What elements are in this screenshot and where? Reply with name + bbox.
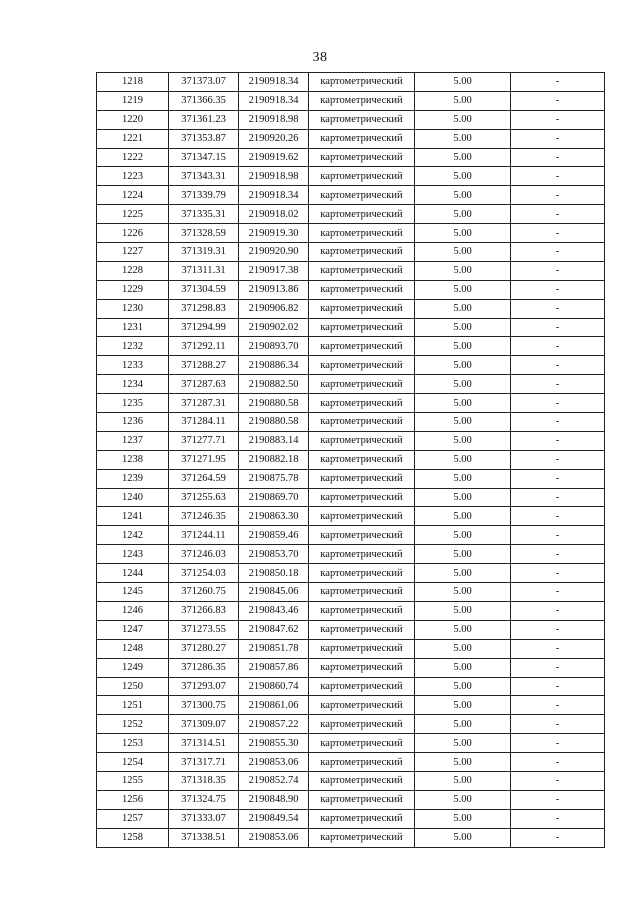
accuracy-cell: 5.00 [415, 205, 511, 224]
x-coordinate-cell: 371318.35 [169, 771, 239, 790]
point-number-cell: 1236 [97, 413, 169, 432]
y-coordinate-cell: 2190917.38 [239, 261, 309, 280]
accuracy-cell: 5.00 [415, 450, 511, 469]
x-coordinate-cell: 371277.71 [169, 431, 239, 450]
x-coordinate-cell: 371317.71 [169, 753, 239, 772]
table-row [97, 261, 605, 280]
x-coordinate-cell: 371254.03 [169, 564, 239, 583]
method-cell: картометрический [309, 205, 415, 224]
table-row [97, 167, 605, 186]
point-number-cell: 1256 [97, 790, 169, 809]
note-cell: - [511, 205, 605, 224]
accuracy-cell: 5.00 [415, 753, 511, 772]
accuracy-cell: 5.00 [415, 715, 511, 734]
y-coordinate-cell: 2190882.18 [239, 450, 309, 469]
table-row [97, 771, 605, 790]
method-cell: картометрический [309, 243, 415, 262]
accuracy-cell: 5.00 [415, 507, 511, 526]
table-row [97, 318, 605, 337]
note-cell: - [511, 91, 605, 110]
x-coordinate-cell: 371287.31 [169, 394, 239, 413]
note-cell: - [511, 450, 605, 469]
method-cell: картометрический [309, 696, 415, 715]
accuracy-cell: 5.00 [415, 658, 511, 677]
method-cell: картометрический [309, 677, 415, 696]
x-coordinate-cell: 371366.35 [169, 91, 239, 110]
table-row [97, 337, 605, 356]
x-coordinate-cell: 371311.31 [169, 261, 239, 280]
point-number-cell: 1247 [97, 620, 169, 639]
y-coordinate-cell: 2190861.06 [239, 696, 309, 715]
table-row [97, 715, 605, 734]
method-cell: картометрический [309, 299, 415, 318]
x-coordinate-cell: 371300.75 [169, 696, 239, 715]
accuracy-cell: 5.00 [415, 413, 511, 432]
method-cell: картометрический [309, 753, 415, 772]
x-coordinate-cell: 371328.59 [169, 224, 239, 243]
y-coordinate-cell: 2190919.62 [239, 148, 309, 167]
table-row [97, 734, 605, 753]
accuracy-cell: 5.00 [415, 469, 511, 488]
point-number-cell: 1258 [97, 828, 169, 847]
note-cell: - [511, 110, 605, 129]
accuracy-cell: 5.00 [415, 224, 511, 243]
accuracy-cell: 5.00 [415, 696, 511, 715]
note-cell: - [511, 243, 605, 262]
y-coordinate-cell: 2190875.78 [239, 469, 309, 488]
accuracy-cell: 5.00 [415, 526, 511, 545]
x-coordinate-cell: 371273.55 [169, 620, 239, 639]
note-cell: - [511, 658, 605, 677]
y-coordinate-cell: 2190847.62 [239, 620, 309, 639]
accuracy-cell: 5.00 [415, 809, 511, 828]
point-number-cell: 1238 [97, 450, 169, 469]
method-cell: картометрический [309, 469, 415, 488]
point-number-cell: 1248 [97, 639, 169, 658]
accuracy-cell: 5.00 [415, 771, 511, 790]
table-row [97, 413, 605, 432]
accuracy-cell: 5.00 [415, 431, 511, 450]
point-number-cell: 1231 [97, 318, 169, 337]
table-row [97, 394, 605, 413]
x-coordinate-cell: 371324.75 [169, 790, 239, 809]
x-coordinate-cell: 371314.51 [169, 734, 239, 753]
point-number-cell: 1251 [97, 696, 169, 715]
method-cell: картометрический [309, 450, 415, 469]
method-cell: картометрический [309, 91, 415, 110]
point-number-cell: 1218 [97, 73, 169, 92]
table-row [97, 431, 605, 450]
point-number-cell: 1221 [97, 129, 169, 148]
method-cell: картометрический [309, 167, 415, 186]
table-row [97, 809, 605, 828]
point-number-cell: 1234 [97, 375, 169, 394]
table-row [97, 658, 605, 677]
method-cell: картометрический [309, 73, 415, 92]
y-coordinate-cell: 2190860.74 [239, 677, 309, 696]
x-coordinate-cell: 371244.11 [169, 526, 239, 545]
accuracy-cell: 5.00 [415, 394, 511, 413]
point-number-cell: 1255 [97, 771, 169, 790]
method-cell: картометрический [309, 224, 415, 243]
point-number-cell: 1242 [97, 526, 169, 545]
method-cell: картометрический [309, 564, 415, 583]
point-number-cell: 1219 [97, 91, 169, 110]
table-row [97, 469, 605, 488]
coordinates-table-body [97, 73, 605, 848]
accuracy-cell: 5.00 [415, 545, 511, 564]
y-coordinate-cell: 2190918.34 [239, 91, 309, 110]
point-number-cell: 1227 [97, 243, 169, 262]
x-coordinate-cell: 371292.11 [169, 337, 239, 356]
accuracy-cell: 5.00 [415, 280, 511, 299]
note-cell: - [511, 413, 605, 432]
table-row [97, 148, 605, 167]
table-row [97, 205, 605, 224]
x-coordinate-cell: 371361.23 [169, 110, 239, 129]
x-coordinate-cell: 371335.31 [169, 205, 239, 224]
x-coordinate-cell: 371339.79 [169, 186, 239, 205]
method-cell: картометрический [309, 809, 415, 828]
table-row [97, 73, 605, 92]
table-row [97, 186, 605, 205]
x-coordinate-cell: 371260.75 [169, 583, 239, 602]
note-cell: - [511, 394, 605, 413]
point-number-cell: 1229 [97, 280, 169, 299]
method-cell: картометрический [309, 545, 415, 564]
y-coordinate-cell: 2190851.78 [239, 639, 309, 658]
x-coordinate-cell: 371373.07 [169, 73, 239, 92]
y-coordinate-cell: 2190855.30 [239, 734, 309, 753]
x-coordinate-cell: 371271.95 [169, 450, 239, 469]
point-number-cell: 1241 [97, 507, 169, 526]
note-cell: - [511, 167, 605, 186]
table-row [97, 790, 605, 809]
y-coordinate-cell: 2190843.46 [239, 601, 309, 620]
y-coordinate-cell: 2190857.22 [239, 715, 309, 734]
table-row [97, 243, 605, 262]
point-number-cell: 1249 [97, 658, 169, 677]
y-coordinate-cell: 2190913.86 [239, 280, 309, 299]
accuracy-cell: 5.00 [415, 583, 511, 602]
method-cell: картометрический [309, 526, 415, 545]
point-number-cell: 1220 [97, 110, 169, 129]
x-coordinate-cell: 371343.31 [169, 167, 239, 186]
note-cell: - [511, 224, 605, 243]
x-coordinate-cell: 371347.15 [169, 148, 239, 167]
table-row [97, 507, 605, 526]
point-number-cell: 1240 [97, 488, 169, 507]
y-coordinate-cell: 2190869.70 [239, 488, 309, 507]
table-row [97, 639, 605, 658]
x-coordinate-cell: 371293.07 [169, 677, 239, 696]
method-cell: картометрический [309, 828, 415, 847]
x-coordinate-cell: 371264.59 [169, 469, 239, 488]
table-row [97, 224, 605, 243]
point-number-cell: 1225 [97, 205, 169, 224]
accuracy-cell: 5.00 [415, 186, 511, 205]
table-row [97, 564, 605, 583]
note-cell: - [511, 488, 605, 507]
point-number-cell: 1252 [97, 715, 169, 734]
accuracy-cell: 5.00 [415, 243, 511, 262]
point-number-cell: 1246 [97, 601, 169, 620]
method-cell: картометрический [309, 734, 415, 753]
table-row [97, 545, 605, 564]
table-row [97, 828, 605, 847]
table-row [97, 601, 605, 620]
accuracy-cell: 5.00 [415, 488, 511, 507]
x-coordinate-cell: 371284.11 [169, 413, 239, 432]
accuracy-cell: 5.00 [415, 790, 511, 809]
method-cell: картометрический [309, 148, 415, 167]
point-number-cell: 1228 [97, 261, 169, 280]
x-coordinate-cell: 371319.31 [169, 243, 239, 262]
method-cell: картометрический [309, 186, 415, 205]
accuracy-cell: 5.00 [415, 564, 511, 583]
y-coordinate-cell: 2190859.46 [239, 526, 309, 545]
table-row [97, 753, 605, 772]
y-coordinate-cell: 2190919.30 [239, 224, 309, 243]
method-cell: картометрический [309, 110, 415, 129]
note-cell: - [511, 583, 605, 602]
table-row [97, 110, 605, 129]
table-row [97, 129, 605, 148]
accuracy-cell: 5.00 [415, 299, 511, 318]
y-coordinate-cell: 2190918.02 [239, 205, 309, 224]
point-number-cell: 1244 [97, 564, 169, 583]
table-row [97, 488, 605, 507]
note-cell: - [511, 261, 605, 280]
y-coordinate-cell: 2190853.70 [239, 545, 309, 564]
note-cell: - [511, 299, 605, 318]
method-cell: картометрический [309, 507, 415, 526]
note-cell: - [511, 526, 605, 545]
method-cell: картометрический [309, 583, 415, 602]
table-row [97, 696, 605, 715]
x-coordinate-cell: 371287.63 [169, 375, 239, 394]
note-cell: - [511, 734, 605, 753]
point-number-cell: 1222 [97, 148, 169, 167]
note-cell: - [511, 186, 605, 205]
method-cell: картометрический [309, 715, 415, 734]
y-coordinate-cell: 2190848.90 [239, 790, 309, 809]
coordinates-table [96, 72, 605, 848]
accuracy-cell: 5.00 [415, 148, 511, 167]
accuracy-cell: 5.00 [415, 337, 511, 356]
note-cell: - [511, 318, 605, 337]
note-cell: - [511, 431, 605, 450]
y-coordinate-cell: 2190918.34 [239, 186, 309, 205]
method-cell: картометрический [309, 431, 415, 450]
y-coordinate-cell: 2190857.86 [239, 658, 309, 677]
table-row [97, 280, 605, 299]
point-number-cell: 1239 [97, 469, 169, 488]
table-row [97, 299, 605, 318]
note-cell: - [511, 696, 605, 715]
accuracy-cell: 5.00 [415, 73, 511, 92]
point-number-cell: 1254 [97, 753, 169, 772]
note-cell: - [511, 601, 605, 620]
x-coordinate-cell: 371288.27 [169, 356, 239, 375]
table-row [97, 356, 605, 375]
method-cell: картометрический [309, 601, 415, 620]
point-number-cell: 1224 [97, 186, 169, 205]
method-cell: картометрический [309, 488, 415, 507]
note-cell: - [511, 809, 605, 828]
x-coordinate-cell: 371309.07 [169, 715, 239, 734]
accuracy-cell: 5.00 [415, 375, 511, 394]
note-cell: - [511, 375, 605, 394]
y-coordinate-cell: 2190880.58 [239, 394, 309, 413]
accuracy-cell: 5.00 [415, 261, 511, 280]
table-row [97, 91, 605, 110]
y-coordinate-cell: 2190880.58 [239, 413, 309, 432]
point-number-cell: 1232 [97, 337, 169, 356]
accuracy-cell: 5.00 [415, 677, 511, 696]
note-cell: - [511, 677, 605, 696]
page-number: 38 [312, 50, 328, 65]
point-number-cell: 1233 [97, 356, 169, 375]
note-cell: - [511, 148, 605, 167]
y-coordinate-cell: 2190853.06 [239, 753, 309, 772]
table-row [97, 526, 605, 545]
y-coordinate-cell: 2190918.98 [239, 110, 309, 129]
y-coordinate-cell: 2190882.50 [239, 375, 309, 394]
accuracy-cell: 5.00 [415, 110, 511, 129]
method-cell: картометрический [309, 318, 415, 337]
point-number-cell: 1226 [97, 224, 169, 243]
note-cell: - [511, 753, 605, 772]
note-cell: - [511, 790, 605, 809]
method-cell: картометрический [309, 337, 415, 356]
y-coordinate-cell: 2190920.90 [239, 243, 309, 262]
method-cell: картометрический [309, 280, 415, 299]
y-coordinate-cell: 2190845.06 [239, 583, 309, 602]
x-coordinate-cell: 371298.83 [169, 299, 239, 318]
note-cell: - [511, 715, 605, 734]
y-coordinate-cell: 2190850.18 [239, 564, 309, 583]
method-cell: картометрический [309, 394, 415, 413]
accuracy-cell: 5.00 [415, 734, 511, 753]
point-number-cell: 1245 [97, 583, 169, 602]
method-cell: картометрический [309, 356, 415, 375]
y-coordinate-cell: 2190893.70 [239, 337, 309, 356]
accuracy-cell: 5.00 [415, 828, 511, 847]
accuracy-cell: 5.00 [415, 91, 511, 110]
accuracy-cell: 5.00 [415, 601, 511, 620]
x-coordinate-cell: 371255.63 [169, 488, 239, 507]
x-coordinate-cell: 371338.51 [169, 828, 239, 847]
y-coordinate-cell: 2190883.14 [239, 431, 309, 450]
x-coordinate-cell: 371246.03 [169, 545, 239, 564]
method-cell: картометрический [309, 375, 415, 394]
note-cell: - [511, 507, 605, 526]
y-coordinate-cell: 2190906.82 [239, 299, 309, 318]
note-cell: - [511, 469, 605, 488]
accuracy-cell: 5.00 [415, 356, 511, 375]
table-row [97, 620, 605, 639]
method-cell: картометрический [309, 771, 415, 790]
method-cell: картометрический [309, 261, 415, 280]
x-coordinate-cell: 371304.59 [169, 280, 239, 299]
y-coordinate-cell: 2190852.74 [239, 771, 309, 790]
point-number-cell: 1230 [97, 299, 169, 318]
note-cell: - [511, 73, 605, 92]
note-cell: - [511, 620, 605, 639]
note-cell: - [511, 337, 605, 356]
method-cell: картометрический [309, 413, 415, 432]
y-coordinate-cell: 2190920.26 [239, 129, 309, 148]
y-coordinate-cell: 2190863.30 [239, 507, 309, 526]
table-row [97, 677, 605, 696]
method-cell: картометрический [309, 658, 415, 677]
method-cell: картометрический [309, 129, 415, 148]
accuracy-cell: 5.00 [415, 167, 511, 186]
note-cell: - [511, 280, 605, 299]
x-coordinate-cell: 371266.83 [169, 601, 239, 620]
x-coordinate-cell: 371280.27 [169, 639, 239, 658]
y-coordinate-cell: 2190902.02 [239, 318, 309, 337]
note-cell: - [511, 771, 605, 790]
y-coordinate-cell: 2190849.54 [239, 809, 309, 828]
method-cell: картометрический [309, 790, 415, 809]
table-row [97, 583, 605, 602]
method-cell: картометрический [309, 639, 415, 658]
table-row [97, 375, 605, 394]
point-number-cell: 1257 [97, 809, 169, 828]
y-coordinate-cell: 2190918.34 [239, 73, 309, 92]
note-cell: - [511, 129, 605, 148]
x-coordinate-cell: 371246.35 [169, 507, 239, 526]
point-number-cell: 1235 [97, 394, 169, 413]
note-cell: - [511, 545, 605, 564]
accuracy-cell: 5.00 [415, 129, 511, 148]
accuracy-cell: 5.00 [415, 318, 511, 337]
point-number-cell: 1250 [97, 677, 169, 696]
point-number-cell: 1243 [97, 545, 169, 564]
note-cell: - [511, 356, 605, 375]
table-row [97, 450, 605, 469]
point-number-cell: 1253 [97, 734, 169, 753]
x-coordinate-cell: 371333.07 [169, 809, 239, 828]
x-coordinate-cell: 371353.87 [169, 129, 239, 148]
note-cell: - [511, 828, 605, 847]
point-number-cell: 1223 [97, 167, 169, 186]
y-coordinate-cell: 2190918.98 [239, 167, 309, 186]
y-coordinate-cell: 2190853.06 [239, 828, 309, 847]
x-coordinate-cell: 371294.99 [169, 318, 239, 337]
accuracy-cell: 5.00 [415, 620, 511, 639]
method-cell: картометрический [309, 620, 415, 639]
x-coordinate-cell: 371286.35 [169, 658, 239, 677]
note-cell: - [511, 564, 605, 583]
point-number-cell: 1237 [97, 431, 169, 450]
accuracy-cell: 5.00 [415, 639, 511, 658]
note-cell: - [511, 639, 605, 658]
y-coordinate-cell: 2190886.34 [239, 356, 309, 375]
